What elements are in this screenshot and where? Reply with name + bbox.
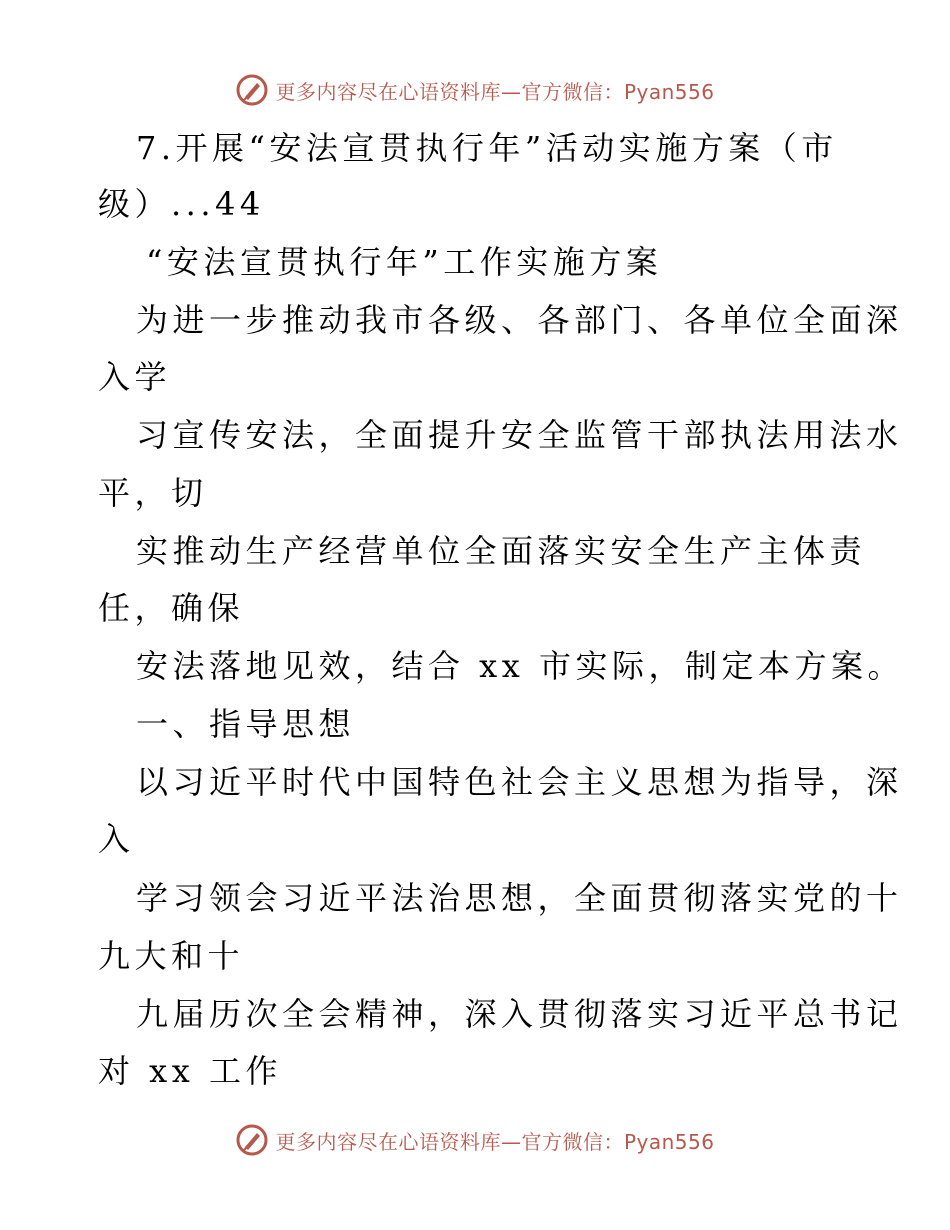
text-line: 学习领会习近平法治思想，全面贯彻落实党的十 (136, 879, 903, 917)
text-line: 任，确保 (98, 589, 245, 627)
watermark-banner-top (0, 70, 950, 110)
text-line: 平，切 (98, 474, 208, 512)
text-line: 安法落地见效，结合 xx 市实际，制定本方案。 (136, 647, 904, 685)
section-heading: 一、指导思想 (136, 705, 356, 743)
text-line: 入学 (98, 358, 172, 396)
text-line: 级）...44 (98, 185, 265, 223)
watermark-banner-bottom (0, 1120, 950, 1160)
text-line: 入 (98, 820, 135, 858)
document-title: “安法宣贯执行年”工作实施方案 (146, 243, 663, 281)
text-line: 为进一步推动我市各级、各部门、各单位全面深 (136, 301, 903, 339)
text-line: 习宣传安法，全面提升安全监管干部执法用法水 (136, 416, 903, 454)
pen-seal-icon (235, 73, 269, 107)
text-line: 7.开展“安法宣贯执行年”活动实施方案（市 (136, 129, 838, 167)
text-line: 对 xx 工作 (98, 1052, 282, 1090)
text-line: 九大和十 (98, 937, 245, 975)
watermark-text: 更多内容尽在心语资料库—官方微信：Pyan556 (275, 1129, 715, 1154)
text-line: 以习近平时代中国特色社会主义思想为指导，深 (136, 763, 903, 801)
watermark-text: 更多内容尽在心语资料库—官方微信：Pyan556 (275, 79, 715, 104)
text-line: 九届历次全会精神，深入贯彻落实习近平总书记 (136, 995, 903, 1033)
pen-seal-icon (235, 1123, 269, 1157)
text-line: 实推动生产经营单位全面落实安全生产主体责 (136, 532, 867, 570)
